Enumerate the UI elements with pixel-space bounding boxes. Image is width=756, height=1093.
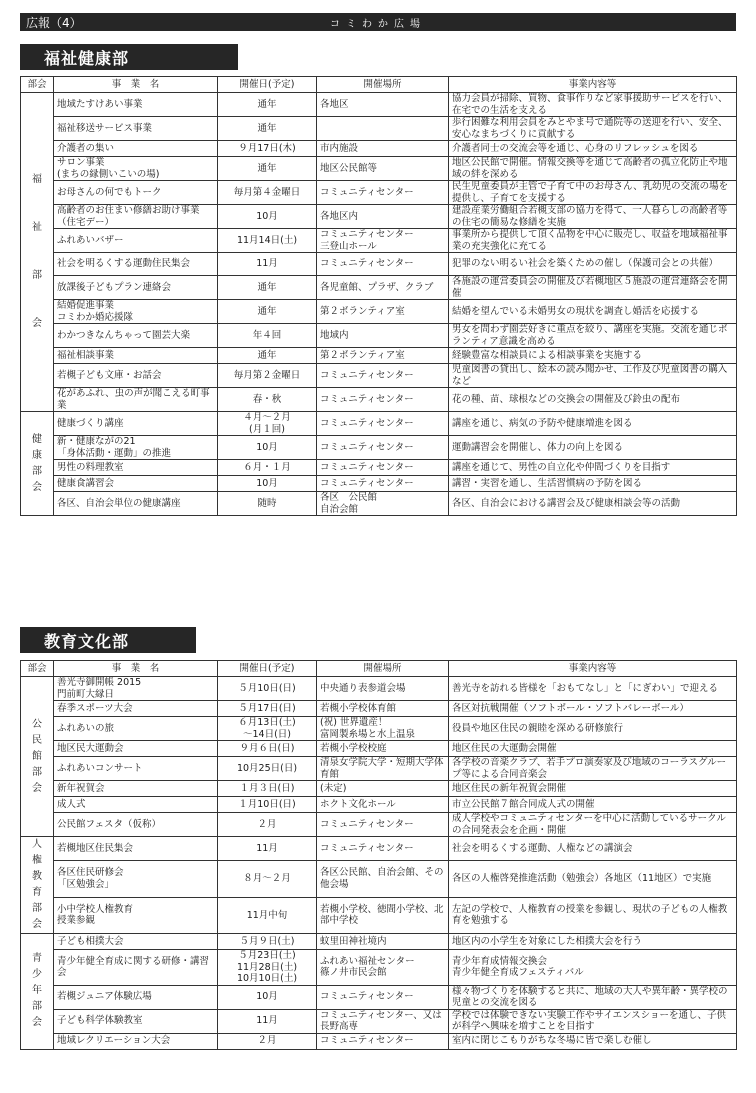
- event-name: 健康づくり講座: [54, 412, 218, 436]
- event-description: 民生児童委員が主管で子育て中のお母さん、乳幼児の交流の場を提供し、子育てを支援する: [449, 181, 737, 205]
- event-description: 運動講習会を開催し、体力の向上を図る: [449, 436, 737, 460]
- table-row: [21, 93, 737, 117]
- table-row: [21, 1009, 737, 1033]
- event-venue: コミュニティセンター: [317, 253, 449, 276]
- event-name: 福祉相談事業: [54, 348, 218, 364]
- event-name: 花があふれ、虫の声が聞こえる町事業: [54, 388, 218, 412]
- committee-name: 健 康 部 会: [32, 433, 42, 493]
- event-date: 通年: [218, 300, 317, 324]
- column-header: 部会: [21, 77, 54, 93]
- event-description: 善光寺を訪れる皆様を「おもてなし」と「にぎわい」で迎える: [449, 677, 737, 701]
- event-name: サロン事業 (まちの縁側いこいの場): [54, 157, 218, 181]
- table-row: [21, 781, 737, 797]
- column-header: 開催日(予定): [218, 77, 317, 93]
- committee-cell: [21, 837, 54, 934]
- event-date: 11月: [218, 1009, 317, 1033]
- table-row: [21, 797, 737, 813]
- event-name: 結婚促進事業 コミわか婚応援隊: [54, 300, 218, 324]
- event-description: 介護者同士の交流会等を通じ、心身のリフレッシュを図る: [449, 141, 737, 157]
- event-date: ２月: [218, 1033, 317, 1049]
- event-venue: コミュニティセンター: [317, 460, 449, 476]
- column-header: 事 業 名: [54, 77, 218, 93]
- event-date: ８月～２月: [218, 861, 317, 897]
- column-header: 開催日(予定): [218, 661, 317, 677]
- event-venue: コミュニティセンター: [317, 985, 449, 1009]
- table-row: [21, 300, 737, 324]
- event-description: 建設産業労働組合若槻支部の協力を得て、一人暮らしの高齢者等の住宅の簡易な修繕を実施: [449, 205, 737, 229]
- table-row: [21, 253, 737, 276]
- event-description: 各区、自治会における講習会及び健康相談会等の活動: [449, 492, 737, 516]
- event-venue: コミュニティセンター: [317, 837, 449, 861]
- event-venue: 第２ボランティア室: [317, 300, 449, 324]
- event-venue: コミュニティセンター、又は長野高専: [317, 1009, 449, 1033]
- event-name: 福祉移送サービス事業: [54, 117, 218, 141]
- event-date: 10月: [218, 436, 317, 460]
- newsletter-title: コミわか広場: [330, 18, 426, 30]
- event-description: 協力会員が掃除、買物、食事作りなど家事援助サービスを行い、在宅での生活を支える: [449, 93, 737, 117]
- event-description: 講座を通じ、病気の予防や健康増進を図る: [449, 412, 737, 436]
- table-row: [21, 677, 737, 701]
- event-name: 子ども科学体験教室: [54, 1009, 218, 1033]
- event-venue: コミュニティセンター: [317, 813, 449, 837]
- event-date: 11月中旬: [218, 897, 317, 933]
- event-venue: 蚊里田神社境内: [317, 934, 449, 950]
- event-date: ５月23日(土) 11月28日(土) 10月10日(土): [218, 950, 317, 986]
- event-venue: 若槻小学校、徳間小学校、北部中学校: [317, 897, 449, 933]
- event-name: 若槻子ども文庫・お話会: [54, 364, 218, 388]
- event-venue: 各地区内: [317, 205, 449, 229]
- event-venue: 市内施設: [317, 141, 449, 157]
- section-title-education: 教育文化部: [20, 627, 196, 653]
- event-venue: コミュニティセンター: [317, 388, 449, 412]
- event-venue: 清泉女学院大学・短期大学体育館: [317, 757, 449, 781]
- table-row: [21, 276, 737, 300]
- table-row: [21, 861, 737, 897]
- event-description: 犯罪のない明るい社会を築くための催し（保護司会との共催）: [449, 253, 737, 276]
- event-venue: ふれあい福祉センター 篠ノ井市民会館: [317, 950, 449, 986]
- event-venue: コミュニティセンター 三登山ホール: [317, 229, 449, 253]
- event-date: ４月～２月 (月１回): [218, 412, 317, 436]
- event-name: ふれあいコンサート: [54, 757, 218, 781]
- event-date: 毎月第２金曜日: [218, 364, 317, 388]
- event-description: 青少年育成情報交換会 青少年健全育成フェスティバル: [449, 950, 737, 986]
- event-date: ２月: [218, 813, 317, 837]
- event-venue: [317, 117, 449, 141]
- event-name: 新年祝賀会: [54, 781, 218, 797]
- event-description: 講習・実習を通し、生活習慣病の予防を図る: [449, 476, 737, 492]
- event-name: 介護者の集い: [54, 141, 218, 157]
- event-name: 若槻地区住民集会: [54, 837, 218, 861]
- event-description: 講座を通じて、男性の自立化や仲間づくりを目指す: [449, 460, 737, 476]
- event-date: 通年: [218, 348, 317, 364]
- event-description: 歩行困難な利用会員をみとやま号で通院等の送迎を行い、安全、安心なまちづくりに貢献する: [449, 117, 737, 141]
- event-name: 健康食講習会: [54, 476, 218, 492]
- event-name: 高齢者のお住まい修繕お助け事業（住宅デー）: [54, 205, 218, 229]
- event-description: 成人学校やコミュニティセンターを中心に活動しているサークルの合同発表会を企画・開催: [449, 813, 737, 837]
- event-date: 10月25日(日): [218, 757, 317, 781]
- event-description: 地区住民の大運動会開催: [449, 741, 737, 757]
- event-venue: 若槻小学校校庭: [317, 741, 449, 757]
- event-date: 年４回: [218, 324, 317, 348]
- event-date: 通年: [218, 117, 317, 141]
- page-number-label: 広報（4）: [26, 15, 82, 30]
- event-description: 社会を明るくする運動、人権などの講演会: [449, 837, 737, 861]
- event-description: 経験豊富な相談員による相談事業を実施する: [449, 348, 737, 364]
- event-name: 小中学校人権教育 授業参観: [54, 897, 218, 933]
- table-row: [21, 364, 737, 388]
- welfare-health-table: [20, 76, 737, 516]
- table-row: [21, 950, 737, 986]
- event-name: 善光寺御開帳 2015 門前町大縁日: [54, 677, 218, 701]
- event-name: お母さんの何でもトーク: [54, 181, 218, 205]
- event-venue: コミュニティセンター: [317, 412, 449, 436]
- event-date: ９月６日(日): [218, 741, 317, 757]
- event-description: 男女を問わず園芸好きに重点を絞り、講座を実施。交流を通じボランティア意識を高める: [449, 324, 737, 348]
- table-row: [21, 181, 737, 205]
- event-name: わかつきなんちゃって園芸大楽: [54, 324, 218, 348]
- table-row: [21, 476, 737, 492]
- table-row: [21, 897, 737, 933]
- column-header: 事業内容等: [449, 661, 737, 677]
- event-venue: ホクト文化ホール: [317, 797, 449, 813]
- event-venue: コミュニティセンター: [317, 1033, 449, 1049]
- event-venue: 各児童館、プラザ、クラブ: [317, 276, 449, 300]
- table-row: [21, 934, 737, 950]
- event-date: １月３日(日): [218, 781, 317, 797]
- event-date: 11月14日(土): [218, 229, 317, 253]
- event-venue: 各地区: [317, 93, 449, 117]
- event-venue: 地域内: [317, 324, 449, 348]
- event-description: 市立公民館７館合同成人式の開催: [449, 797, 737, 813]
- committee-cell: [21, 934, 54, 1050]
- section-title-welfare: 福祉健康部: [20, 44, 238, 70]
- event-date: ５月９日(土): [218, 934, 317, 950]
- column-header: 部会: [21, 661, 54, 677]
- table-row: [21, 701, 737, 717]
- event-date: 随時: [218, 492, 317, 516]
- table-row: [21, 985, 737, 1009]
- event-description: 左記の学校で、人権教育の授業を参観し、現状の子どもの人権教育を勉強する: [449, 897, 737, 933]
- event-name: ふれあいバザー: [54, 229, 218, 253]
- column-header: 事業内容等: [449, 77, 737, 93]
- event-description: 各区対抗戦開催（ソフトボール・ソフトバレーボール）: [449, 701, 737, 717]
- event-description: 地区内の小学生を対象にした相撲大会を行う: [449, 934, 737, 950]
- event-name: 春季スポーツ大会: [54, 701, 218, 717]
- event-venue: 地区公民館等: [317, 157, 449, 181]
- event-description: 結婚を望んでいる未婚男女の現状を調査し婚活を応援する: [449, 300, 737, 324]
- committee-cell: [21, 677, 54, 837]
- event-venue: 各区公民館、自治会館、その他会場: [317, 861, 449, 897]
- event-date: 11月: [218, 837, 317, 861]
- table-row: [21, 324, 737, 348]
- table-row: [21, 436, 737, 460]
- event-name: ふれあいの旅: [54, 717, 218, 741]
- event-date: 10月: [218, 205, 317, 229]
- event-name: 青少年健全育成に関する研修・講習会: [54, 950, 218, 986]
- event-description: 児童図書の貸出し、絵本の読み聞かせ、工作及び児童図書の購入など: [449, 364, 737, 388]
- event-date: 毎月第４金曜日: [218, 181, 317, 205]
- table-row: [21, 412, 737, 436]
- event-description: 役員や地区住民の親睦を深める研修旅行: [449, 717, 737, 741]
- event-date: 通年: [218, 157, 317, 181]
- table-row: [21, 717, 737, 741]
- event-date: ９月17日(木): [218, 141, 317, 157]
- event-date: ５月10日(日): [218, 677, 317, 701]
- committee-name: 青 少 年 部 会: [32, 953, 42, 1029]
- event-description: 花の種、苗、球根などの交換会の開催及び鈴虫の配布: [449, 388, 737, 412]
- table-row: [21, 492, 737, 516]
- table-row: [21, 205, 737, 229]
- event-venue: コミュニティセンター: [317, 181, 449, 205]
- event-date: １月10日(日): [218, 797, 317, 813]
- table-row: [21, 117, 737, 141]
- table-row: [21, 813, 737, 837]
- event-description: 室内に閉じこもりがちな冬場に皆で楽しむ催し: [449, 1033, 737, 1049]
- table-row: [21, 348, 737, 364]
- event-date: ６月13日(土) ～14日(日): [218, 717, 317, 741]
- event-name: 新・健康ながの21 「身体活動・運動」の推進: [54, 436, 218, 460]
- event-date: 10月: [218, 985, 317, 1009]
- column-header: 開催場所: [317, 661, 449, 677]
- event-venue: 各区 公民館 自治会館: [317, 492, 449, 516]
- event-name: 地域レクリエーション大会: [54, 1033, 218, 1049]
- committee-name: 公 民 館 部 会: [32, 718, 42, 794]
- column-header: 事 業 名: [54, 661, 218, 677]
- table-row: [21, 757, 737, 781]
- event-date: 通年: [218, 276, 317, 300]
- event-venue: 若槻小学校体育館: [317, 701, 449, 717]
- event-description: 各学校の音楽クラブ、若手プロ演奏家及び地域のコーラスグループ等による合同音楽会: [449, 757, 737, 781]
- event-description: 各施設の運営委員会の開催及び若槻地区５施設の運営連絡会を開催: [449, 276, 737, 300]
- event-name: 若槻ジュニア体験広場: [54, 985, 218, 1009]
- event-name: 社会を明るくする運動住民集会: [54, 253, 218, 276]
- event-venue: 第２ボランティア室: [317, 348, 449, 364]
- event-venue: (未定): [317, 781, 449, 797]
- event-venue: (祝) 世界遺産！ 富岡製糸場と水上温泉: [317, 717, 449, 741]
- committee-cell: [21, 93, 54, 412]
- event-venue: 中央通り表参道会場: [317, 677, 449, 701]
- event-date: 通年: [218, 93, 317, 117]
- table-row: [21, 388, 737, 412]
- event-name: 放課後子どもプラン連絡会: [54, 276, 218, 300]
- event-date: 春・秋: [218, 388, 317, 412]
- page-header-bar: [20, 13, 736, 31]
- event-name: 各区、自治会単位の健康講座: [54, 492, 218, 516]
- event-name: 各区住民研修会 「区勉強会」: [54, 861, 218, 897]
- table-row: [21, 141, 737, 157]
- table-row: [21, 837, 737, 861]
- event-name: 成人式: [54, 797, 218, 813]
- event-description: 地区住民の新年祝賀会開催: [449, 781, 737, 797]
- event-description: 地区公民館で開催。情報交換等を通じて高齢者の孤立化防止や地域の絆を深める: [449, 157, 737, 181]
- table-row: [21, 157, 737, 181]
- event-date: ５月17日(日): [218, 701, 317, 717]
- event-description: 様々物づくりを体験すると共に、地域の大人や異年齢・異学校の児童との交流を図る: [449, 985, 737, 1009]
- event-venue: コミュニティセンター: [317, 364, 449, 388]
- event-name: 男性の料理教室: [54, 460, 218, 476]
- event-date: 11月: [218, 253, 317, 276]
- table-row: [21, 741, 737, 757]
- committee-name: 福 祉 部 会: [32, 174, 42, 329]
- event-date: ６月・１月: [218, 460, 317, 476]
- event-name: 公民館フェスタ（仮称）: [54, 813, 218, 837]
- education-culture-table: [20, 660, 737, 1050]
- event-venue: コミュニティセンター: [317, 476, 449, 492]
- column-header: 開催場所: [317, 77, 449, 93]
- event-description: 事業所から提供して頂く品物を中心に販売し、収益を地域福祉事業の充実強化に充てる: [449, 229, 737, 253]
- table-row: [21, 1033, 737, 1049]
- event-name: 地区民大運動会: [54, 741, 218, 757]
- table-row: [21, 460, 737, 476]
- event-name: 地域たすけあい事業: [54, 93, 218, 117]
- event-name: 子ども相撲大会: [54, 934, 218, 950]
- event-description: 各区の人権啓発推進活動（勉強会）各地区（11地区）で実施: [449, 861, 737, 897]
- event-venue: コミュニティセンター: [317, 436, 449, 460]
- table-row: [21, 229, 737, 253]
- event-description: 学校では体験できない実験工作やサイエンスショーを通し、子供が科学へ興味を増すことを目指す: [449, 1009, 737, 1033]
- committee-cell: [21, 412, 54, 516]
- event-date: 10月: [218, 476, 317, 492]
- committee-name: 人 権 教 育 部 会: [32, 839, 42, 930]
